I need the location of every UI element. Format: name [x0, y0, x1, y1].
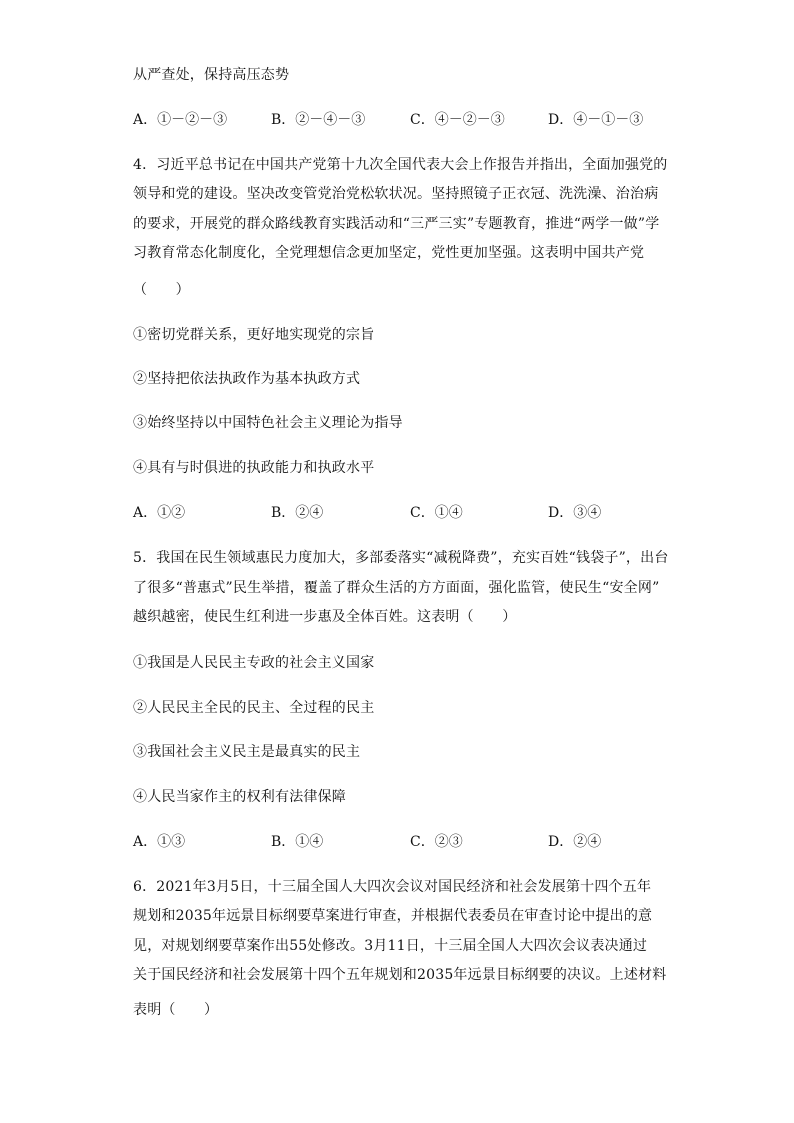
q4-item: ①密切党群关系，更好地实现党的宗旨	[133, 327, 375, 343]
q3-stem-tail: 从严查处，保持高压态势	[133, 67, 290, 83]
q6-stem-line: 规划和2035年远景目标纲要草案进行审查，并根据代表委员在审查讨论中提出的意	[133, 908, 653, 924]
q5-item: ④人民当家作主的权利有法律保障	[133, 789, 346, 805]
q4-stem-line: 习教育常态化制度化，全党理想信念更加坚定，党性更加坚强。这表明中国共产党	[133, 245, 645, 261]
q4-option-a: A．①②	[133, 505, 186, 521]
q4-option-d: D．③④	[548, 505, 602, 521]
q4-item: ④具有与时俱进的执政能力和执政水平	[133, 460, 375, 476]
q5-option-c: C．②③	[410, 834, 463, 850]
q4-option-b: B．②④	[271, 505, 324, 521]
q5-stem-line: 5．我国在民生领域惠民力度加大，多部委落实“减税降费”，充实百姓“钱袋子”，出台	[133, 550, 669, 566]
q4-stem-line: 领导和党的建设。坚决改变管党治党松软状况。坚持照镜子正衣冠、洗洗澡、治治病	[133, 186, 659, 202]
q4-item: ②坚持把依法执政作为基本执政方式	[133, 371, 361, 387]
q5-item: ③我国社会主义民主是最真实的民主	[133, 744, 361, 760]
q5-item: ②人民民主全民的民主、全过程的民主	[133, 700, 375, 716]
q4-stem-line: （ ）	[133, 282, 190, 298]
q4-stem-line: 4．习近平总书记在中国共产党第十九次全国代表大会上作报告并指出，全面加强党的	[133, 157, 668, 173]
q5-option-b: B．①④	[271, 834, 324, 850]
q5-item: ①我国是人民民主专政的社会主义国家	[133, 655, 375, 671]
q5-option-a: A．①③	[133, 834, 186, 850]
q3-option-b: B．②－④－③	[271, 112, 366, 128]
q3-option-a: A．①－②－③	[133, 112, 228, 128]
q3-option-d: D．④－①－③	[548, 112, 644, 128]
q5-stem-line: 越织越密，使民生红利进一步惠及全体百姓。这表明（ ）	[133, 609, 517, 625]
q5-stem-line: 了很多“普惠式”民生举措，覆盖了群众生活的方方面面，强化监管，使民生“安全网”	[133, 580, 660, 596]
q6-stem-line: 关于国民经济和社会发展第十四个五年规划和2035年远景目标纲要的决议。上述材料	[133, 967, 667, 983]
q4-stem-line: 的要求，开展党的群众路线教育实践活动和“三严三实”专题教育，推进“两学一做”学	[133, 216, 660, 232]
q6-stem-line: 见，对规划纲要草案作出55处修改。3月11日，十三届全国人大四次会议表决通过	[133, 938, 648, 954]
q6-stem-line: 6．2021年3月5日，十三届全国人大四次会议对国民经济和社会发展第十四个五年	[133, 879, 652, 895]
q5-option-d: D．②④	[548, 834, 602, 850]
q4-item: ③始终坚持以中国特色社会主义理论为指导	[133, 415, 403, 431]
q3-option-c: C．④－②－③	[410, 112, 505, 128]
q6-stem-line: 表明（ ）	[133, 1002, 219, 1018]
q4-option-c: C．①④	[410, 505, 463, 521]
